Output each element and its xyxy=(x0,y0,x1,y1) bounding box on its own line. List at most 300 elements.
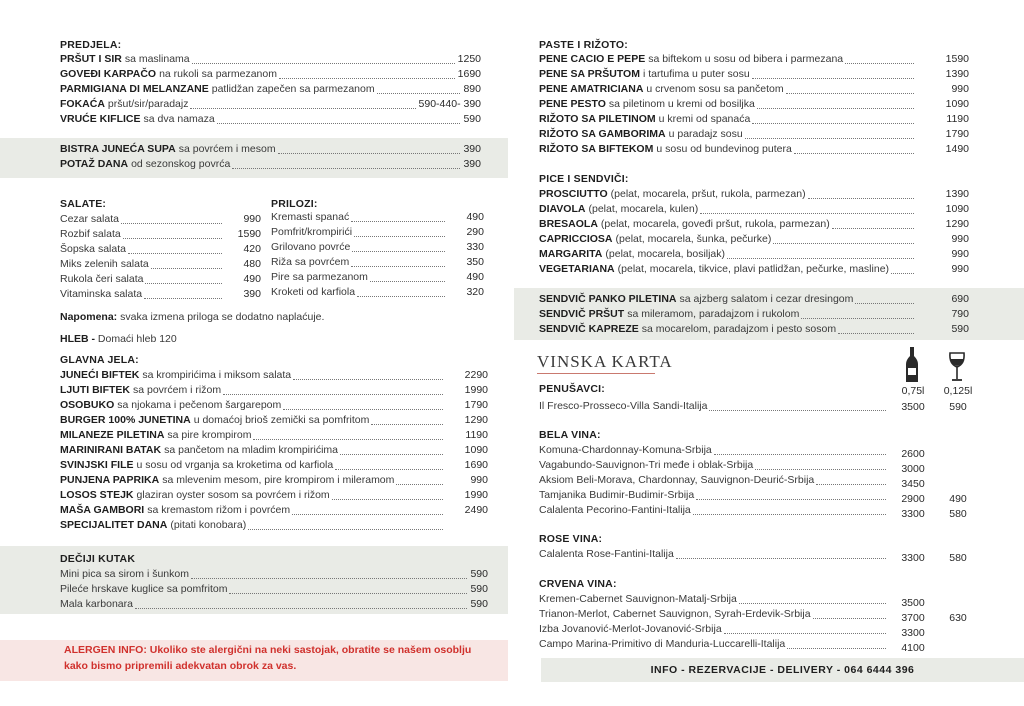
leader-dots xyxy=(752,123,914,124)
item-description: (pelat, mocarela, kulen) xyxy=(588,203,699,215)
menu-item-row xyxy=(539,307,969,322)
leader-dots xyxy=(808,198,914,199)
leader-dots xyxy=(340,454,443,455)
item-name: FOKAĆA xyxy=(60,98,105,110)
napomena-note xyxy=(60,311,324,323)
wine-name: Il Fresco-Prosseco-Villa Sandi-Italija xyxy=(539,400,708,412)
leader-dots xyxy=(135,608,468,609)
item-price: 1490 xyxy=(945,143,969,155)
item-description: sa maslinama xyxy=(124,53,190,65)
item-name: BISTRA JUNEĆA SUPA xyxy=(60,143,176,155)
wine-row xyxy=(539,607,889,622)
item-description: (pitati konobara) xyxy=(170,519,247,531)
item-description: (pelat, mocarela, bosiljak) xyxy=(605,248,726,260)
menu-item-row xyxy=(60,383,488,398)
wine-row xyxy=(539,399,889,414)
item-name: LOSOS STEJK xyxy=(60,489,134,501)
item-price: 590 xyxy=(463,113,481,125)
leader-dots xyxy=(357,296,445,297)
bela-heading: BELA VINA: xyxy=(539,429,601,441)
prilozi-heading: PRILOZI: xyxy=(271,198,318,210)
leader-dots xyxy=(816,484,886,485)
item-description: sa mileramom, paradajzom i rukolom xyxy=(627,308,800,320)
item-price: 1290 xyxy=(945,218,969,230)
menu-item-row xyxy=(60,242,261,257)
item-name: PENE AMATRICIANA xyxy=(539,83,644,95)
wine-card-title: VINSKA KARTA xyxy=(537,352,673,371)
item-name: Pire sa parmezanom xyxy=(271,271,368,283)
item-name: CAPRICCIOSA xyxy=(539,233,613,245)
item-price: 490 xyxy=(466,211,484,223)
item-name: RIŽOTO SA BIFTEKOM xyxy=(539,143,654,155)
item-price: 1590 xyxy=(237,228,261,240)
allergen-line-2: kako bismo pripremili adekvatan obrok za vas. xyxy=(64,660,297,672)
hleb-label: HLEB - xyxy=(60,333,95,345)
item-price: 990 xyxy=(951,263,969,275)
item-price: 330 xyxy=(466,241,484,253)
item-price: 1390 xyxy=(945,68,969,80)
leader-dots xyxy=(232,168,460,169)
wine-row xyxy=(539,458,889,473)
wine-glass-price: 580 xyxy=(949,508,967,520)
menu-item-row xyxy=(60,67,481,82)
wine-row xyxy=(539,547,889,562)
item-price: 1090 xyxy=(945,98,969,110)
item-name: MARINIRANI BATAK xyxy=(60,444,162,456)
wine-name: Tamjanika Budimir-Budimir-Srbija xyxy=(539,489,695,501)
item-name: Riža sa povrćem xyxy=(271,256,350,268)
leader-dots xyxy=(279,78,455,79)
wine-name: Aksiom Beli-Morava, Chardonnay, Sauvignon-Deurić-Srbija xyxy=(539,474,815,486)
item-name: POTAŽ DANA xyxy=(60,158,129,170)
item-price: 990 xyxy=(243,213,261,225)
item-name: SPECIJALITET DANA xyxy=(60,519,168,531)
item-price: 1390 xyxy=(945,188,969,200)
leader-dots xyxy=(891,273,914,274)
leader-dots xyxy=(283,409,443,410)
menu-item-row xyxy=(539,127,969,142)
wine-bottle-price: 3700 xyxy=(901,612,925,624)
wine-name: Izba Jovanović-Merlot-Jovanović-Srbija xyxy=(539,623,722,635)
item-price: 1190 xyxy=(465,429,488,441)
item-description: na rukoli sa parmezanom xyxy=(159,68,277,80)
leader-dots xyxy=(787,648,886,649)
wine-name: Campo Marina-Primitivo di Manduria-Luccarelli-Italija xyxy=(539,638,786,650)
leader-dots xyxy=(332,499,443,500)
bottle-size-label: 0,75l xyxy=(901,385,925,397)
menu-item-row xyxy=(539,97,969,112)
menu-item-row xyxy=(60,503,488,518)
menu-item-row xyxy=(539,292,969,307)
menu-item-row xyxy=(60,518,488,533)
leader-dots xyxy=(377,93,461,94)
leader-dots xyxy=(714,454,886,455)
leader-dots xyxy=(755,469,886,470)
wine-bottle-price: 3300 xyxy=(901,508,925,520)
item-price: 1090 xyxy=(945,203,969,215)
leader-dots xyxy=(370,281,445,282)
menu-item-row xyxy=(539,232,969,247)
item-description: od sezonskog povrća xyxy=(131,158,231,170)
item-description: sa mocarelom, paradajzom i pesto sosom xyxy=(641,323,837,335)
leader-dots xyxy=(727,258,914,259)
leader-dots xyxy=(223,394,443,395)
item-price: 1590 xyxy=(945,53,969,65)
item-price: 1090 xyxy=(464,444,488,456)
leader-dots xyxy=(145,283,222,284)
wine-glass-price: 630 xyxy=(949,612,967,624)
leader-dots xyxy=(855,303,914,304)
footer-info-bar[interactable]: INFO - REZERVACIJE - DELIVERY - 064 6444 396 xyxy=(541,658,1024,682)
item-description: sa njokama i pečenom šargarepom xyxy=(117,399,282,411)
menu-item-row xyxy=(60,488,488,503)
item-description: pršut/sir/paradajz xyxy=(107,98,189,110)
wine-bottle-price: 3500 xyxy=(901,597,925,609)
napomena-text: svaka izmena priloga se dodatno naplaćuje. xyxy=(120,311,325,323)
item-price: 1990 xyxy=(464,384,488,396)
menu-item-row xyxy=(539,322,969,337)
menu-item-row xyxy=(60,582,488,597)
wine-name: Kremen-Cabernet Sauvignon-Matalj-Srbija xyxy=(539,593,737,605)
leader-dots xyxy=(293,379,443,380)
predjela-heading: PREDJELA: xyxy=(60,39,122,51)
wine-title-underline xyxy=(537,373,655,374)
wine-bottle-price: 3000 xyxy=(901,463,925,475)
item-name: RIŽOTO SA PILETINOM xyxy=(539,113,656,125)
leader-dots xyxy=(253,439,443,440)
item-price: 350 xyxy=(466,256,484,268)
penusavci-heading: PENUŠAVCI: xyxy=(539,383,605,395)
leader-dots xyxy=(123,238,222,239)
leader-dots xyxy=(128,253,222,254)
item-description: (pelat, mocarela, goveđi pršut, rukola, parmezan) xyxy=(600,218,830,230)
item-description: (pelat, mocarela, pršut, rukola, parmezan) xyxy=(610,188,806,200)
wine-name: Calalenta Rose-Fantini-Italija xyxy=(539,548,674,560)
item-description: sa pire krompirom xyxy=(167,429,252,441)
hleb-note xyxy=(60,333,177,345)
item-name: SENDVIČ PRŠUT xyxy=(539,308,625,320)
leader-dots xyxy=(371,424,443,425)
wine-row xyxy=(539,622,889,637)
menu-item-row xyxy=(60,458,488,473)
leader-dots xyxy=(352,251,445,252)
item-name: PENE SA PRŠUTOM xyxy=(539,68,640,80)
menu-item-row xyxy=(60,97,481,112)
item-price: 990 xyxy=(951,233,969,245)
wine-name: Komuna-Chardonnay-Komuna-Srbija xyxy=(539,444,712,456)
item-description: (pelat, mocarela, tikvice, plavi patlidžan, pečurke, masline) xyxy=(617,263,890,275)
item-price: 390 xyxy=(463,158,481,170)
wine-row xyxy=(539,592,889,607)
item-price: 990 xyxy=(951,248,969,260)
item-price: 590 xyxy=(951,323,969,335)
wine-bottle-price: 4100 xyxy=(901,642,925,654)
item-price: 490 xyxy=(243,273,261,285)
menu-item-row xyxy=(60,82,481,97)
item-name: Šopska salata xyxy=(60,243,126,255)
leader-dots xyxy=(745,138,914,139)
menu-item-row xyxy=(271,255,484,270)
item-name: MAŠA GAMBORI xyxy=(60,504,145,516)
menu-item-row xyxy=(60,287,261,302)
leader-dots xyxy=(292,514,443,515)
item-name: BURGER 100% JUNETINA xyxy=(60,414,191,426)
leader-dots xyxy=(813,618,886,619)
item-description: sa ajzberg salatom i cezar dresingom xyxy=(679,293,854,305)
item-name: Mini pica sa sirom i šunkom xyxy=(60,568,189,580)
item-name: Kremasti spanać xyxy=(271,211,350,223)
item-price: 1250 xyxy=(457,53,481,65)
leader-dots xyxy=(757,108,914,109)
leader-dots xyxy=(190,108,415,109)
item-name: LJUTI BIFTEK xyxy=(60,384,130,396)
menu-item-row xyxy=(60,413,488,428)
menu-item-row xyxy=(60,142,481,157)
menu-item-row xyxy=(271,210,484,225)
item-price: 1690 xyxy=(464,459,488,471)
leader-dots xyxy=(192,63,455,64)
menu-item-row xyxy=(60,428,488,443)
wine-bottle-icon xyxy=(905,347,919,383)
menu-item-row xyxy=(60,212,261,227)
item-description: u domaćoj brioš zemički sa pomfritom xyxy=(193,414,370,426)
item-name: VEGETARIANA xyxy=(539,263,615,275)
item-name: GOVEĐI KARPAČO xyxy=(60,68,157,80)
item-description: sa kremastom rižom i povrćem xyxy=(147,504,291,516)
item-name: Cezar salata xyxy=(60,213,119,225)
wine-bottle-price: 2900 xyxy=(901,493,925,505)
item-name: SVINJSKI FILE xyxy=(60,459,134,471)
leader-dots xyxy=(278,153,461,154)
item-price: 590 xyxy=(470,583,488,595)
leader-dots xyxy=(724,633,886,634)
menu-item-row xyxy=(60,157,481,172)
leader-dots xyxy=(676,558,886,559)
item-description: sa krompirićima i miksom salata xyxy=(142,369,292,381)
item-price: 590-440- 390 xyxy=(418,98,481,110)
item-description: u sosu od bundevinog putera xyxy=(656,143,792,155)
menu-item-row xyxy=(60,368,488,383)
pice-heading: PICE I SENDVIČI: xyxy=(539,173,629,185)
item-description: sa povrćem i mesom xyxy=(178,143,276,155)
item-description: patlidžan zapečen sa parmezanom xyxy=(211,83,375,95)
item-price: 1190 xyxy=(946,113,969,125)
item-price: 2490 xyxy=(464,504,488,516)
item-description: u paradajz sosu xyxy=(668,128,743,140)
item-price: 480 xyxy=(243,258,261,270)
leader-dots xyxy=(217,123,461,124)
leader-dots xyxy=(752,78,914,79)
leader-dots xyxy=(794,153,914,154)
leader-dots xyxy=(144,298,222,299)
leader-dots xyxy=(191,578,468,579)
item-name: SENDVIČ KAPREZE xyxy=(539,323,639,335)
item-description: sa biftekom u sosu od bibera i parmezana xyxy=(648,53,844,65)
napomena-label: Napomena: xyxy=(60,311,118,323)
item-price: 990 xyxy=(470,474,488,486)
item-description: u crvenom sosu sa pančetom xyxy=(646,83,784,95)
menu-item-row xyxy=(539,112,969,127)
leader-dots xyxy=(351,221,445,222)
leader-dots xyxy=(786,93,914,94)
leader-dots xyxy=(693,514,886,515)
item-description: sa mlevenim mesom, pire krompirom i mileramom xyxy=(162,474,395,486)
leader-dots xyxy=(248,529,443,530)
wine-row xyxy=(539,637,889,652)
wine-bottle-price: 3300 xyxy=(901,627,925,639)
item-price: 590 xyxy=(470,598,488,610)
item-price: 1690 xyxy=(457,68,481,80)
item-name: SENDVIČ PANKO PILETINA xyxy=(539,293,677,305)
item-price: 320 xyxy=(466,286,484,298)
wine-glass-price: 590 xyxy=(949,401,967,413)
item-name: MILANEZE PILETINA xyxy=(60,429,165,441)
item-description: i tartufima u puter sosu xyxy=(642,68,750,80)
wine-bottle-price: 3300 xyxy=(901,552,925,564)
item-price: 390 xyxy=(243,288,261,300)
menu-item-row xyxy=(539,202,969,217)
item-description: (pelat, mocarela, šunka, pečurke) xyxy=(615,233,772,245)
leader-dots xyxy=(832,228,914,229)
item-description: glaziran oyster sosom sa povrćem i rižom xyxy=(136,489,330,501)
leader-dots xyxy=(739,603,886,604)
allergen-line-1: ALERGEN INFO: Ukoliko ste alergični na neki sastojak, obratite se našem osoblju xyxy=(64,644,472,656)
leader-dots xyxy=(229,593,467,594)
leader-dots xyxy=(700,213,914,214)
menu-item-row xyxy=(60,112,481,127)
glavna-heading: GLAVNA JELA: xyxy=(60,354,139,366)
menu-item-row xyxy=(60,227,261,242)
item-price: 990 xyxy=(951,83,969,95)
leader-dots xyxy=(151,268,222,269)
leader-dots xyxy=(351,266,445,267)
leader-dots xyxy=(801,318,914,319)
item-name: OSOBUKO xyxy=(60,399,115,411)
item-name: MARGARITA xyxy=(539,248,603,260)
item-price: 290 xyxy=(466,226,484,238)
leader-dots xyxy=(709,410,886,411)
item-name: PUNJENA PAPRIKA xyxy=(60,474,160,486)
item-name: PENE PESTO xyxy=(539,98,606,110)
item-description: u kremi od spanaća xyxy=(658,113,751,125)
rose-heading: ROSE VINA: xyxy=(539,533,603,545)
menu-item-row xyxy=(539,247,969,262)
leader-dots xyxy=(121,223,222,224)
item-price: 590 xyxy=(470,568,488,580)
item-name: PARMIGIANA DI MELANZANE xyxy=(60,83,209,95)
menu-item-row xyxy=(60,567,488,582)
leader-dots xyxy=(845,63,914,64)
item-price: 690 xyxy=(951,293,969,305)
wine-row xyxy=(539,443,889,458)
menu-item-row xyxy=(60,272,261,287)
item-price: 1290 xyxy=(464,414,488,426)
item-price: 2290 xyxy=(464,369,488,381)
item-name: PENE CACIO E PEPE xyxy=(539,53,646,65)
item-price: 420 xyxy=(243,243,261,255)
wine-row xyxy=(539,488,889,503)
leader-dots xyxy=(335,469,443,470)
item-name: Miks zelenih salata xyxy=(60,258,149,270)
menu-item-row xyxy=(60,443,488,458)
paste-heading: PASTE I RIŽOTO: xyxy=(539,39,628,51)
item-price: 1990 xyxy=(464,489,488,501)
item-price: 790 xyxy=(951,308,969,320)
wine-name: Vagabundo-Sauvignon-Tri međe i oblak-Srbija xyxy=(539,459,754,471)
leader-dots xyxy=(773,243,914,244)
salate-heading: SALATE: xyxy=(60,198,107,210)
item-name: Grilovano povrće xyxy=(271,241,351,253)
item-name: Vitaminska salata xyxy=(60,288,143,300)
item-name: PROSCIUTTO xyxy=(539,188,608,200)
wine-name: Calalenta Pecorino-Fantini-Italija xyxy=(539,504,691,516)
wine-bottle-price: 3450 xyxy=(901,478,925,490)
item-price: 1790 xyxy=(464,399,488,411)
wine-glass-icon xyxy=(948,352,966,382)
menu-item-row xyxy=(539,217,969,232)
allergen-info xyxy=(64,642,471,674)
item-description: u sosu od vrganja sa kroketima od karfiola xyxy=(136,459,334,471)
wine-glass-price: 580 xyxy=(949,552,967,564)
item-name: Rukola čeri salata xyxy=(60,273,144,285)
item-description: sa dva namaza xyxy=(143,113,215,125)
item-name: RIŽOTO SA GAMBORIMA xyxy=(539,128,666,140)
leader-dots xyxy=(396,484,443,485)
glass-size-label: 0,125l xyxy=(943,385,973,397)
menu-item-row xyxy=(271,225,484,240)
item-price: 890 xyxy=(463,83,481,95)
item-name: DIAVOLA xyxy=(539,203,586,215)
wine-glass-price: 490 xyxy=(949,493,967,505)
wine-bottle-price: 2600 xyxy=(901,448,925,460)
wine-row xyxy=(539,473,889,488)
menu-item-row xyxy=(539,142,969,157)
menu-item-row xyxy=(539,52,969,67)
item-name: Mala karbonara xyxy=(60,598,133,610)
item-name: BRESAOLA xyxy=(539,218,598,230)
item-price: 1790 xyxy=(945,128,969,140)
item-description: sa piletinom u kremi od bosiljka xyxy=(608,98,755,110)
menu-item-row xyxy=(539,67,969,82)
hleb-text: Domaći hleb 120 xyxy=(97,333,177,345)
item-name: Kroketi od karfiola xyxy=(271,286,356,298)
menu-item-row xyxy=(539,82,969,97)
wine-bottle-price: 3500 xyxy=(901,401,925,413)
leader-dots xyxy=(838,333,914,334)
wine-name: Trianon-Merlot, Cabernet Sauvignon, Syrah-Erdevik-Srbija xyxy=(539,608,811,620)
menu-item-row xyxy=(60,52,481,67)
menu-item-row xyxy=(271,285,484,300)
deciji-heading: DEČIJI KUTAK xyxy=(60,553,136,565)
menu-item-row xyxy=(60,473,488,488)
menu-item-row xyxy=(60,398,488,413)
crvena-heading: CRVENA VINA: xyxy=(539,578,617,590)
item-name: Rozbif salata xyxy=(60,228,121,240)
leader-dots xyxy=(696,499,886,500)
item-description: sa pančetom na mladim krompirićima xyxy=(164,444,339,456)
menu-item-row xyxy=(271,240,484,255)
item-description: sa povrćem i rižom xyxy=(133,384,222,396)
item-name: VRUĆE KIFLICE xyxy=(60,113,141,125)
item-price: 490 xyxy=(466,271,484,283)
item-name: Pomfrit/krompirići xyxy=(271,226,353,238)
menu-item-row xyxy=(271,270,484,285)
item-name: PRŠUT I SIR xyxy=(60,53,122,65)
menu-item-row xyxy=(539,262,969,277)
item-price: 390 xyxy=(463,143,481,155)
wine-row xyxy=(539,503,889,518)
menu-item-row xyxy=(60,257,261,272)
